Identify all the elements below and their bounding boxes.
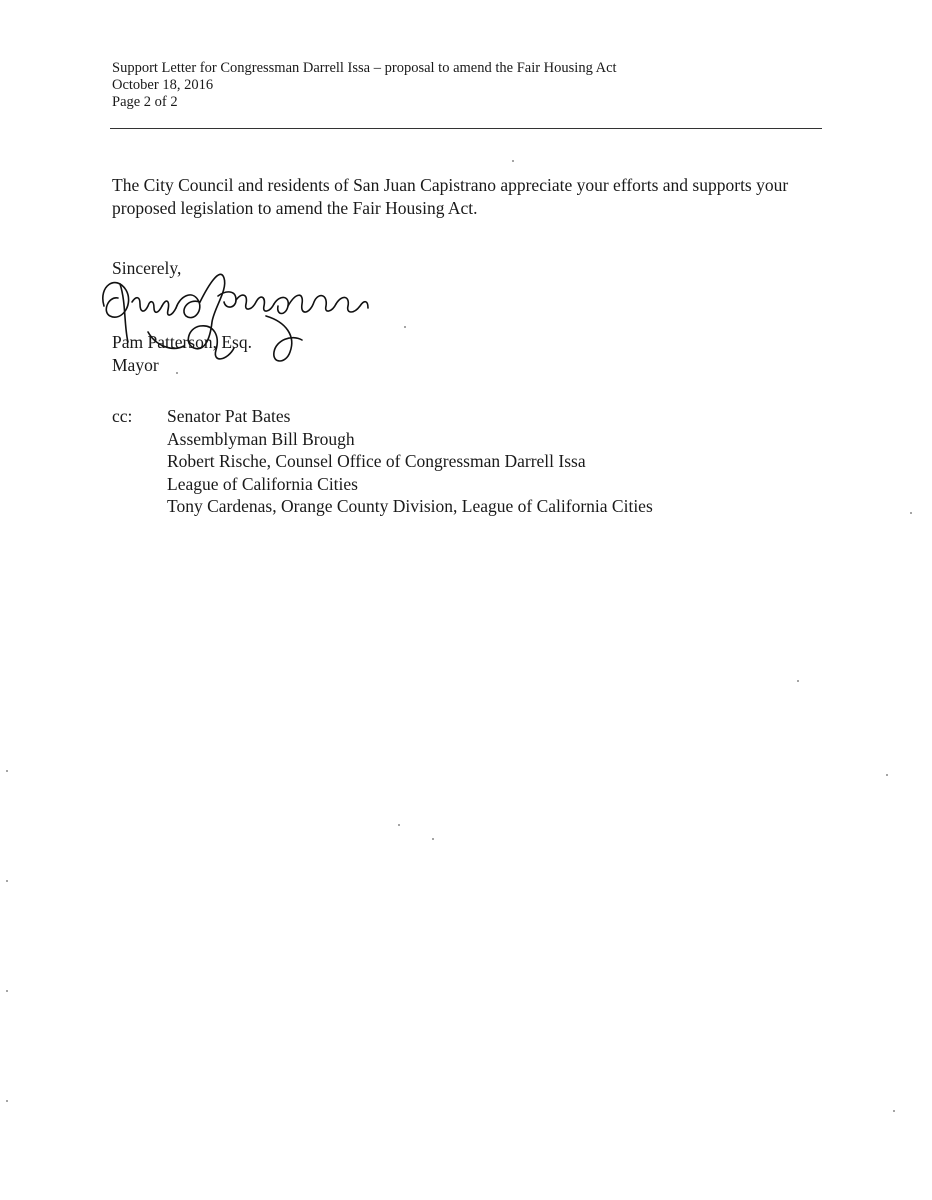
cc-recipient: League of California Cities: [167, 473, 358, 494]
scan-speck: [404, 326, 406, 328]
scan-speck: [512, 160, 514, 162]
scan-speck: [398, 824, 400, 826]
scan-speck: [893, 1110, 895, 1112]
scan-speck: [797, 680, 799, 682]
cc-recipient: Assemblyman Bill Brough: [167, 428, 355, 449]
body-paragraph: The City Council and residents of San Juan Capistrano appreciate your efforts and supports your proposed legislation to amend the Fair Housing Act.: [112, 175, 789, 218]
cc-recipient-list: [167, 405, 653, 518]
cc-recipient: Tony Cardenas, Orange County Division, League of California Cities: [167, 496, 653, 516]
header-page-number: Page 2 of 2: [112, 94, 178, 110]
cc-label: cc:: [112, 406, 133, 426]
scan-speck: [6, 990, 8, 992]
page-header: [112, 60, 617, 111]
cc-recipient: Senator Pat Bates: [167, 406, 291, 426]
header-divider: [110, 128, 822, 129]
scan-speck: [6, 880, 8, 882]
header-date: October 18, 2016: [112, 77, 214, 93]
signer-title: Mayor: [112, 355, 159, 375]
scan-speck: [6, 1100, 8, 1102]
cc-recipient: Robert Rische, Counsel Office of Congressman Darrell Issa: [167, 451, 586, 471]
closing-salutation: Sincerely,: [112, 258, 182, 278]
scan-speck: [6, 770, 8, 772]
signer-name: Pam Patterson, Esq.: [112, 332, 252, 352]
scan-speck: [910, 512, 912, 514]
header-subject: Support Letter for Congressman Darrell Issa – proposal to amend the Fair Housing Act: [112, 60, 617, 76]
handwritten-signature: [96, 256, 386, 376]
scan-speck: [176, 372, 178, 374]
scan-speck: [886, 774, 888, 776]
scan-speck: [432, 838, 434, 840]
